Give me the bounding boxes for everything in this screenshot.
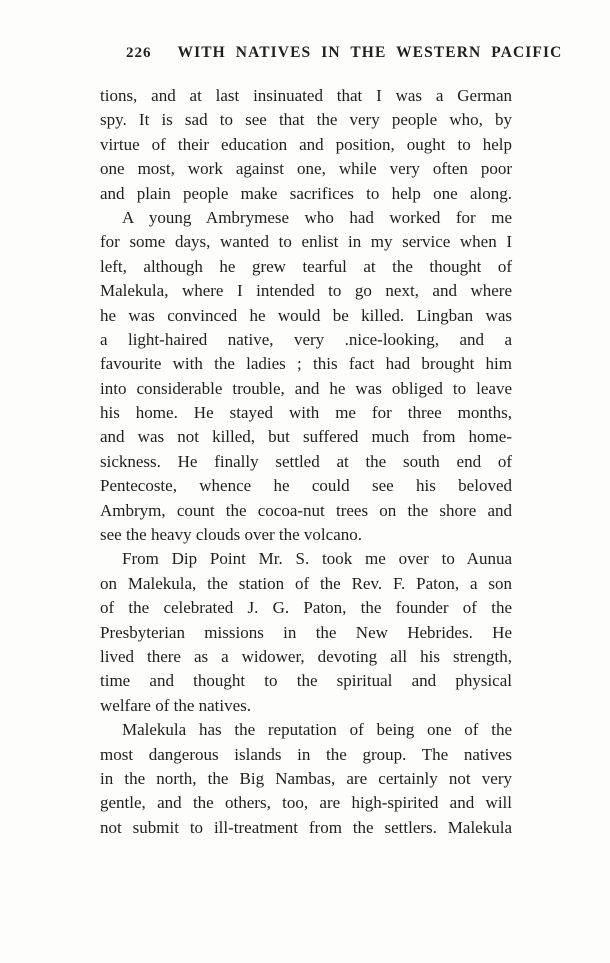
page-header [126,44,563,62]
running-title: WITH NATIVES IN THE WESTERN PACIFIC [177,44,563,61]
text-line: virtue of their education and position, ought to help [100,134,512,154]
text-line: and was not killed, but suffered much from home- [100,427,512,447]
text-line: not submit to ill-treatment from the settlers. Malekula [100,817,512,837]
text-line: Pentecoste, whence he could see his beloved [100,476,512,496]
text-line: welfare of the natives. [100,695,252,715]
text-line: in the north, the Big Nambas, are certainly not very [100,768,512,788]
text-line: Malekula, where I intended to go next, and where [100,281,512,301]
text-line: on Malekula, the station of the Rev. F. Paton, a son [100,573,512,593]
text-line: lived there as a widower, devoting all his strength, [100,646,512,666]
text-line: From Dip Point Mr. S. took me over to Aunua [122,549,512,569]
text-line: gentle, and the others, too, are high-spirited and will [100,793,512,813]
text-line: he was convinced he would be killed. Lingban was [100,305,512,325]
text-line: his home. He stayed with me for three months, [100,403,512,423]
text-line: into considerable trouble, and he was obliged to leave [100,378,512,398]
text-line: spy. It is sad to see that the very people who, by [100,110,512,130]
text-line: for some days, wanted to enlist in my service when I [100,232,512,252]
text-line: left, although he grew tearful at the thought of [100,256,512,276]
text-line: Presbyterian missions in the New Hebrides. He [100,622,512,642]
text-line: Malekula has the reputation of being one of the [122,720,512,740]
text-line: favourite with the ladies ; this fact had brought him [100,354,512,374]
text-line: sickness. He finally settled at the south end of [100,451,512,471]
text-line: tions, and at last insinuated that I was a German [100,86,512,105]
text-line: Ambrym, count the cocoa-nut trees on the shore and [100,500,512,520]
text-line: most dangerous islands in the group. The natives [100,744,512,764]
text-line: time and thought to the spiritual and physical [100,671,512,691]
text-line: A young Ambrymese who had worked for me [122,207,512,227]
body-text [100,84,512,840]
text-line: a light-haired native, very .nice-looking, and a [100,329,512,349]
text-line: one most, work against one, while very often poor [100,159,512,179]
text-line: of the celebrated J. G. Paton, the founder of the [100,598,512,618]
text-line: see the heavy clouds over the volcano. [100,525,362,545]
page-number: 226 [126,45,152,61]
text-line: and plain people make sacrifices to help one along. [100,183,512,203]
